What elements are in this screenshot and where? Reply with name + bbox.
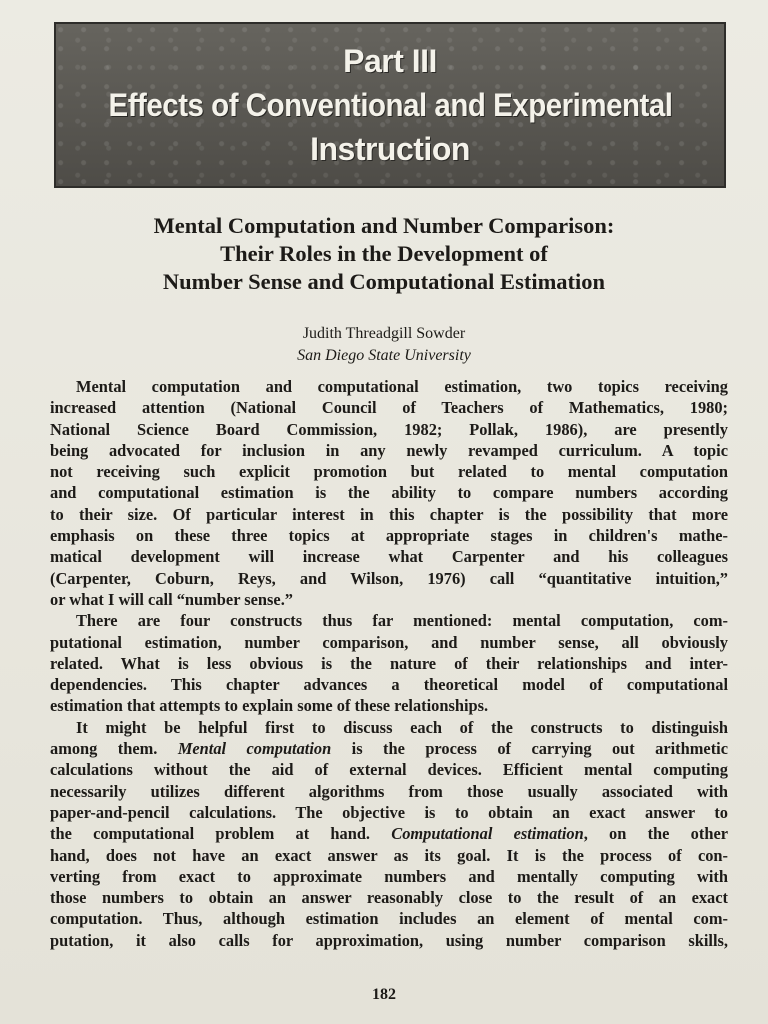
chapter-title-line-3: Number Sense and Computational Estimation [162,269,606,294]
page-number: 182 [372,986,396,1003]
text-line: It might be helpful first to discuss each of the constructs to distinguish [76,717,728,737]
text-line: putation, it also calls for approximation, using number comparison skills, [50,930,728,950]
author-affiliation: San Diego State University [297,347,471,364]
text-line: necessarily utilizes different algorithms from those usually associated with [50,781,728,801]
chapter-title-line-2: Their Roles in the Development of [220,241,548,266]
author-name: Judith Threadgill Sowder [302,325,466,342]
text-line: There are four constructs thus far mentioned: mental computation, com- [76,611,728,631]
text-line: putational estimation, number comparison, and number sense, all obviously [50,632,728,652]
text-line: being advocated for inclusion in any newly revamped curriculum. A topic [50,440,728,460]
banner-title-line-1: Effects of Conventional and Experimental [108,87,672,123]
paragraph-2 [50,610,728,716]
term-mental-computation: Mental computation [177,739,332,759]
body-text [50,376,728,951]
text-line: to their size. Of particular interest in this chapter is the possibility that more [50,504,728,524]
text-line: (Carpenter, Coburn, Reys, and Wilson, 1976) call “quantitative intuition,” [50,568,728,588]
text-line: Mental computation and computational estimation, two topics receiving [76,377,728,396]
banner-title-line-2: Instruction [310,131,470,167]
part-banner [54,22,726,188]
text-line: increased attention (National Council of Teachers of Mathematics, 1980; [50,398,728,418]
text-line: or what I will call “number sense.” [50,589,293,609]
chapter-title-line-1: Mental Computation and Number Comparison: [153,213,615,238]
text-line: related. What is less obvious is the nature of their relationships and inter- [50,653,728,673]
banner-part-label: Part III [343,43,437,79]
text-line: computation. Thus, although estimation includes an element of mental com- [50,909,728,929]
chapter-title [40,212,728,296]
text-line: verting from exact to approximate numbers and mentally computing with [50,866,728,886]
text-line: National Science Board Commission, 1982; Pollak, 1986), are presently [50,419,728,439]
byline [40,323,728,367]
term-computational-estimation: Computational estimation [391,824,584,844]
text-line: dependencies. This chapter advances a theoretical model of computational [50,675,728,695]
text-line: the computational problem at hand. Computational estimation, on the other [50,824,728,844]
text-line: hand, does not have an exact answer as its goal. It is the process of con- [50,845,728,865]
text-line: not receiving such explicit promotion but related to mental computation [50,462,728,482]
paragraph-3 [50,717,728,951]
text-line: estimation that attempts to explain some of these relationships. [50,696,489,716]
text-line: those numbers to obtain an answer reasonably close to the result of an exact [50,888,728,908]
text-line: emphasis on these three topics at appropriate stages in children's mathe- [50,526,728,546]
text-line: and computational estimation is the ability to compare numbers according [50,483,728,503]
text-line: calculations without the aid of external devices. Efficient mental computing [50,760,728,780]
text-line: paper-and-pencil calculations. The objective is to obtain an exact answer to [50,802,728,822]
paragraph-1 [50,376,728,610]
text-line: among them. Mental computation is the process of carrying out arithmetic [50,739,728,759]
text-line: matical development will increase what Carpenter and his colleagues [50,547,728,567]
